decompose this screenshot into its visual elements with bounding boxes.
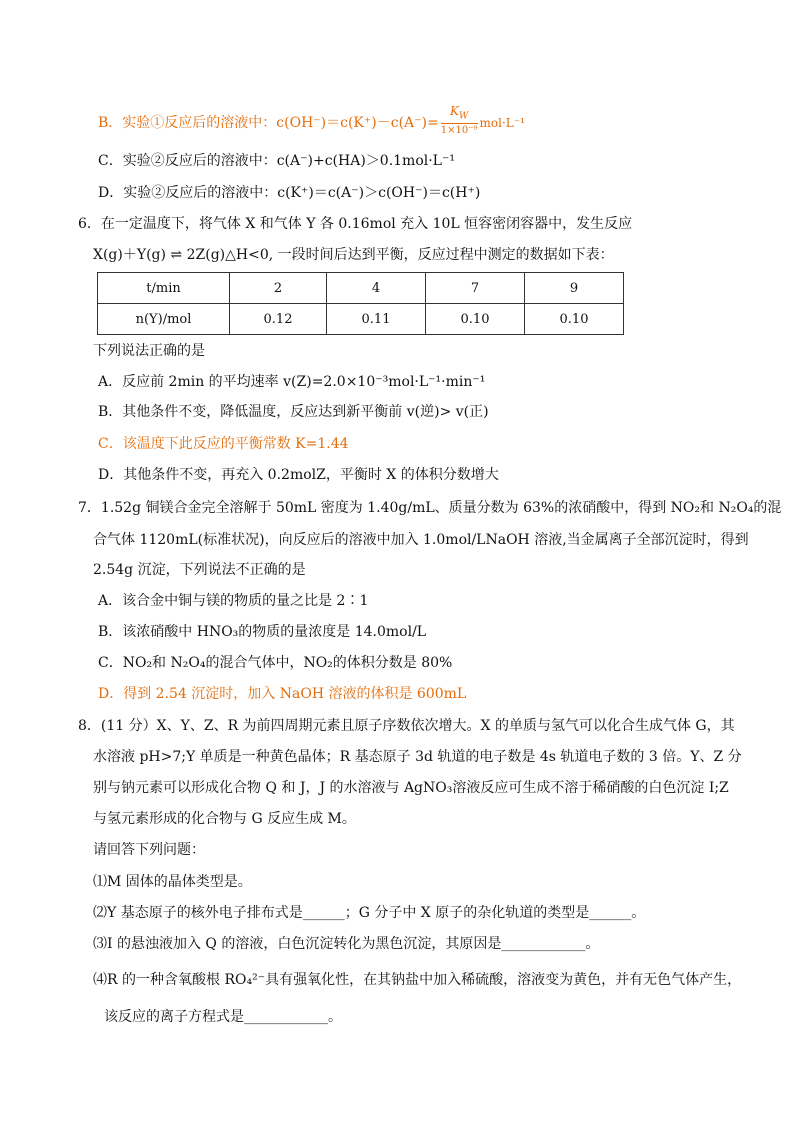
q8-sub2: ⑵Y 基态原子的核外电子排布式是______；G 分子中 X 原子的杂化轨道的类型是______。 xyxy=(93,905,646,921)
q7-option-a: A．该合金中铜与镁的物质的量之比是 2∶1 xyxy=(98,593,369,609)
table-header-cell: 9 xyxy=(525,273,624,304)
table-header-cell: t/min xyxy=(98,273,230,304)
table-header-cell: 7 xyxy=(426,273,525,304)
q5-option-b-prefix: B．实验①反应后的溶液中：c(OH⁻)＝c(K⁺)－c(A⁻)= xyxy=(98,115,439,132)
table-cell: 0.11 xyxy=(327,304,426,335)
q7-option-d: D．得到 2.54 沉淀时，加入 NaOH 溶液的体积是 600mL xyxy=(98,686,467,702)
q5-option-b-suffix: mol·L⁻¹ xyxy=(479,116,525,131)
q5-option-b xyxy=(98,106,525,140)
q7-option-c: C．NO₂和 N₂O₄的混合气体中，NO₂的体积分数是 80% xyxy=(98,655,453,671)
q6-option-a: A．反应前 2min 的平均速率 v(Z)=2.0×10⁻³mol·L⁻¹·min⁻¹ xyxy=(98,374,486,390)
table-header-cell: 4 xyxy=(327,273,426,304)
q8-stem-line4: 与氢元素形成的化合物与 G 反应生成 M。 xyxy=(93,811,356,827)
table-cell: 0.12 xyxy=(230,304,327,335)
table-cell: 0.10 xyxy=(426,304,525,335)
q7-stem-line3: 2.54g 沉淀，下列说法不正确的是 xyxy=(93,562,306,578)
table-cell: 0.10 xyxy=(525,304,624,335)
q6-option-c: C．该温度下此反应的平衡常数 K=1.44 xyxy=(98,436,349,452)
q7-option-b: B．该浓硝酸中 HNO₃的物质的量浓度是 14.0mol/L xyxy=(98,624,427,640)
q8-stem-line2: 水溶液 pH>7;Y 单质是一种黄色晶体；R 基态原子 3d 轨道的电子数是 4s 轨道电子数的 3 倍。Y、Z 分 xyxy=(93,749,742,765)
q5-frac-numerator-sub: W xyxy=(458,111,469,122)
table-row xyxy=(98,304,624,335)
q5-option-c: C．实验②反应后的溶液中：c(A⁻)+c(HA)＞0.1mol·L⁻¹ xyxy=(98,153,455,169)
q5-frac-denominator: 1×10⁻⁹ xyxy=(440,125,478,137)
q6-option-d: D．其他条件不变，再充入 0.2molZ，平衡时 X 的体积分数增大 xyxy=(98,467,499,483)
table-row xyxy=(98,273,624,304)
q6-stem-line2: X(g)＋Y(g) ⇌ 2Z(g)△H<0, 一段时间后达到平衡，反应过程中测定的数据如下表： xyxy=(93,247,614,263)
table-header-cell: 2 xyxy=(230,273,327,304)
q7-stem-line1: 7．1.52g 铜镁合金完全溶解于 50mL 密度为 1.40g/mL、质量分数为 63%的浓硝酸中，得到 NO₂和 N₂O₄的混 xyxy=(78,500,782,516)
q6-option-b: B．其他条件不变，降低温度，反应达到新平衡前 v(逆)> v(正) xyxy=(98,404,489,420)
q8-stem-line1: 8．(11 分）X、Y、Z、R 为前四周期元素且原子序数依次增大。X 的单质与氢气可以化合生成气体 G，其 xyxy=(78,718,735,734)
q5-option-d: D．实验②反应后的溶液中：c(K⁺)＝c(A⁻)＞c(OH⁻)＝c(H⁺) xyxy=(98,185,481,201)
q8-prompt: 请回答下列问题： xyxy=(93,842,205,858)
q8-sub1: ⑴M 固体的晶体类型是。 xyxy=(93,874,252,890)
q5-option-b-fraction xyxy=(441,104,478,138)
q8-sub4-line1: ⑷R 的一种含氧酸根 RO₄²⁻具有强氧化性，在其钠盐中加入稀硫酸，溶液变为黄色，并有无色气体产生， xyxy=(93,972,742,988)
q8-stem-line3: 别与钠元素可以形成化合物 Q 和 J，J 的水溶液与 AgNO₃溶液反应可生成不溶于稀硝酸的白色沉淀 I;Z xyxy=(93,780,729,796)
q6-data-table xyxy=(97,272,624,335)
table-cell: n(Y)/mol xyxy=(98,304,230,335)
q8-sub4-line2: 该反应的离子方程式是____________。 xyxy=(104,1009,342,1025)
q7-stem-line2: 合气体 1120mL(标准状况)，向反应后的溶液中加入 1.0mol/LNaOH 溶液,当金属离子全部沉淀时，得到 xyxy=(93,532,749,548)
q5-frac-numerator: K xyxy=(450,104,459,118)
q8-sub3: ⑶I 的悬浊液加入 Q 的溶液，白色沉淀转化为黑色沉淀，其原因是____________。 xyxy=(93,936,600,952)
q6-stem-line1: 6．在一定温度下，将气体 X 和气体 Y 各 0.16mol 充入 10L 恒容密闭容器中，发生反应 xyxy=(78,216,633,232)
q6-prompt: 下列说法正确的是 xyxy=(93,343,205,359)
